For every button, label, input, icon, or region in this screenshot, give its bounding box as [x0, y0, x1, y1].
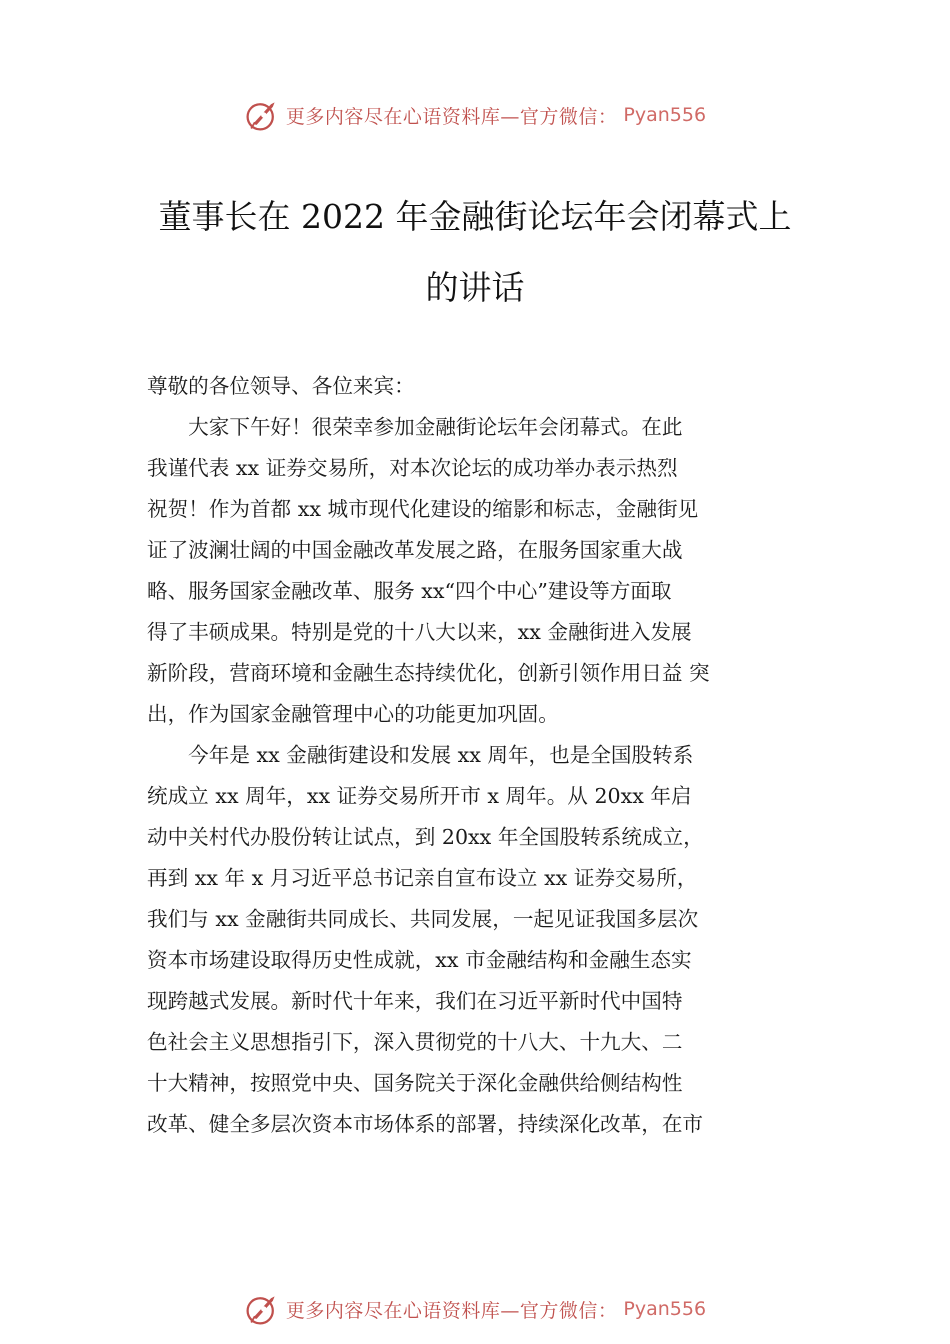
body-line: 十大精神，按照党中央、国务院关于深化金融供给侧结构性: [147, 1071, 683, 1095]
body-line: 尊敬的各位领导、各位来宾：: [147, 374, 415, 398]
body-line: 我们与 xx 金融街共同成长、共同发展，一起见证我国多层次: [147, 907, 699, 931]
watermark-handle: Pyan556: [623, 1298, 707, 1320]
body-line: 大家下午好！很荣幸参加金融街论坛年会闭幕式。在此: [147, 415, 683, 439]
body-line: 现跨越式发展。新时代十年来，我们在习近平新时代中国特: [147, 989, 683, 1013]
body-line: 动中关村代办股份转让试点，到 20xx 年全国股转系统成立，: [147, 825, 704, 849]
header-watermark: [0, 95, 950, 135]
watermark-handle: Pyan556: [623, 104, 707, 126]
footer-watermark: [0, 1289, 950, 1329]
body-line: 统成立 xx 周年，xx 证券交易所开市 x 周年。从 20xx 年启: [147, 784, 692, 808]
body-line: 改革、健全多层次资本市场体系的部署，持续深化改革，在市: [147, 1112, 704, 1136]
body-line: 祝贺！作为首都 xx 城市现代化建设的缩影和标志，金融街见: [147, 497, 699, 521]
document-title-line2: 的讲话: [425, 268, 525, 307]
body-line: 得了丰硕成果。特别是党的十八大以来，xx 金融街进入发展: [147, 620, 692, 644]
document-title-line1: 董事长在 2022 年金融街论坛年会闭幕式上: [158, 197, 792, 236]
body-line: 略、服务国家金融改革、服务 xx“四个中心”建设等方面取: [147, 579, 672, 603]
watermark-text: 更多内容尽在心语资料库—官方微信：: [285, 105, 618, 128]
body-line: 色社会主义思想指引下，深入贯彻党的十八大、十九大、二: [147, 1030, 683, 1054]
body-line: 新阶段，营商环境和金融生态持续优化，创新引领作用日益 突: [147, 661, 710, 685]
body-line: 今年是 xx 金融街建设和发展 xx 周年，也是全国股转系: [147, 743, 694, 767]
quill-pen-circle-icon: [244, 97, 280, 133]
quill-pen-circle-icon: [244, 1291, 280, 1327]
body-line: 再到 xx 年 x 月习近平总书记亲自宣布设立 xx 证券交易所，: [147, 866, 698, 890]
body-line: 资本市场建设取得历史性成就，xx 市金融结构和金融生态实: [147, 948, 692, 972]
watermark-text: 更多内容尽在心语资料库—官方微信：: [285, 1299, 618, 1322]
body-line: 我谨代表 xx 证券交易所，对本次论坛的成功举办表示热烈: [147, 456, 678, 480]
body-line: 出，作为国家金融管理中心的功能更加巩固。: [147, 702, 559, 726]
body-line: 证了波澜壮阔的中国金融改革发展之路，在服务国家重大战: [147, 538, 683, 562]
